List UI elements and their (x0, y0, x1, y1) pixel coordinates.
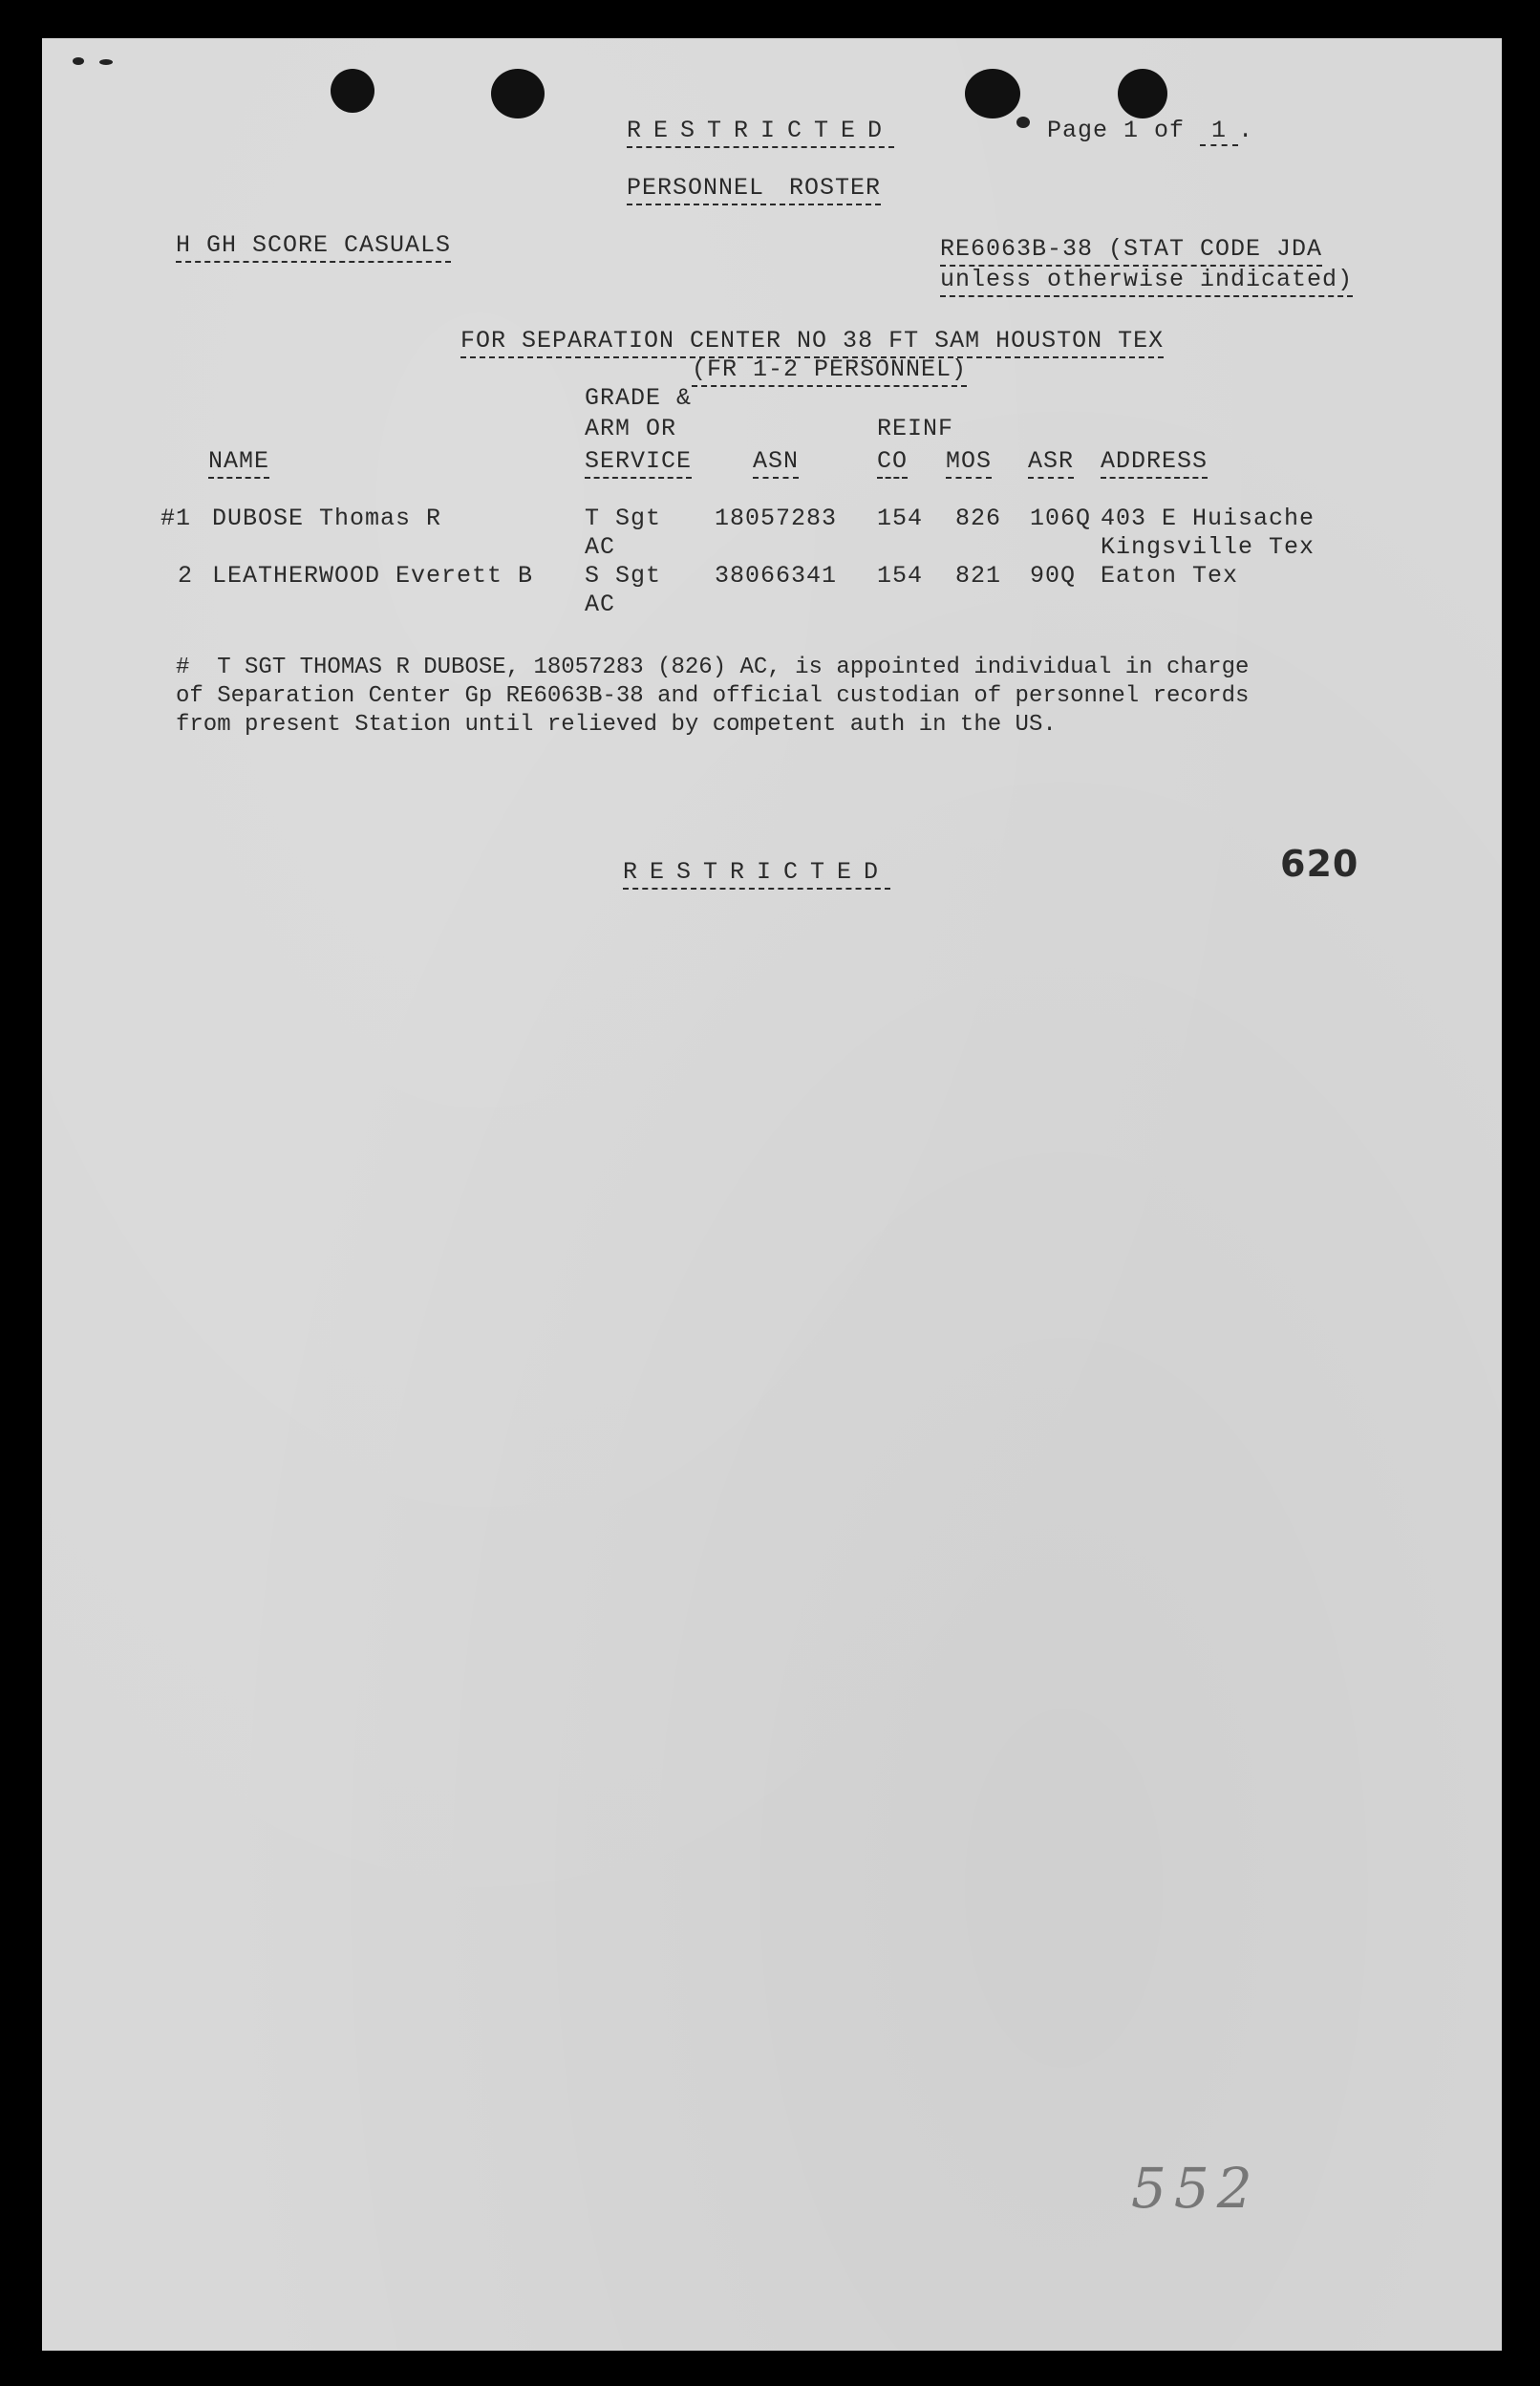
row-asn: 18057283 (715, 505, 838, 532)
page-end: . (1238, 117, 1254, 144)
note-line-3: from present Station until relieved by competent auth in the US. (176, 712, 1057, 738)
row-asr: 90Q (1030, 562, 1077, 590)
col-header-reinf: REINF (877, 415, 954, 442)
punch-hole-2 (491, 69, 545, 118)
row-grade: S Sgt (585, 562, 662, 590)
handwritten-number: 552 (1131, 2156, 1260, 2221)
col-header-co: CO (877, 447, 908, 479)
row-number: #1 (160, 505, 192, 532)
col-header-address: ADDRESS (1101, 447, 1208, 479)
punch-hole-3 (965, 69, 1020, 118)
classification-header: RESTRICTED (627, 117, 894, 148)
roster-title: PERSONNEL ROSTER (627, 174, 881, 205)
ink-speck (73, 57, 84, 65)
row-asr: 106Q (1030, 505, 1092, 532)
shipment-number: RE6063B-38 (STAT CODE JDA (940, 235, 1322, 267)
ink-speck (99, 59, 113, 65)
col-header-asn: ASN (753, 447, 799, 479)
destination: FOR SEPARATION CENTER NO 38 FT SAM HOUSTON TEX (460, 327, 1164, 358)
note-line-1: # T SGT THOMAS R DUBOSE, 18057283 (826) AC, is appointed individual in charge (176, 655, 1250, 680)
row-co: 154 (877, 562, 924, 590)
row-asn: 38066341 (715, 562, 838, 590)
col-header-grade-2: ARM OR (585, 415, 677, 442)
col-header-mos: MOS (946, 447, 992, 479)
row-arm: AC (585, 533, 616, 561)
col-header-grade-1: GRADE & (585, 384, 693, 412)
stamp-number: 620 (1280, 843, 1359, 885)
row-address-1: 403 E Huisache (1101, 505, 1315, 532)
note-line-2: of Separation Center Gp RE6063B-38 and official custodian of personnel records (176, 683, 1250, 709)
page-total: 1 (1200, 117, 1238, 146)
row-name: LEATHERWOOD Everett B (212, 562, 534, 590)
row-co: 154 (877, 505, 924, 532)
row-address-2: Kingsville Tex (1101, 533, 1315, 561)
ink-speck (1016, 117, 1030, 128)
casuals-label: H GH SCORE CASUALS (176, 231, 451, 263)
col-header-name: NAME (208, 447, 269, 479)
roster-page (42, 38, 1502, 2351)
destination-sub: (FR 1-2 PERSONNEL) (692, 355, 967, 387)
col-header-asr: ASR (1028, 447, 1074, 479)
page-indicator (1047, 117, 1253, 145)
row-mos: 821 (955, 562, 1002, 590)
shipment-note: unless otherwise indicated) (940, 266, 1353, 297)
page-label: Page 1 of (1047, 117, 1186, 144)
row-arm: AC (585, 591, 616, 618)
punch-hole-1 (331, 69, 374, 113)
row-name: DUBOSE Thomas R (212, 505, 442, 532)
row-grade: T Sgt (585, 505, 662, 532)
row-number: 2 (178, 562, 194, 590)
col-header-service: SERVICE (585, 447, 692, 479)
classification-footer: RESTRICTED (623, 858, 890, 890)
punch-hole-4 (1118, 69, 1167, 118)
row-address-1: Eaton Tex (1101, 562, 1239, 590)
row-mos: 826 (955, 505, 1002, 532)
